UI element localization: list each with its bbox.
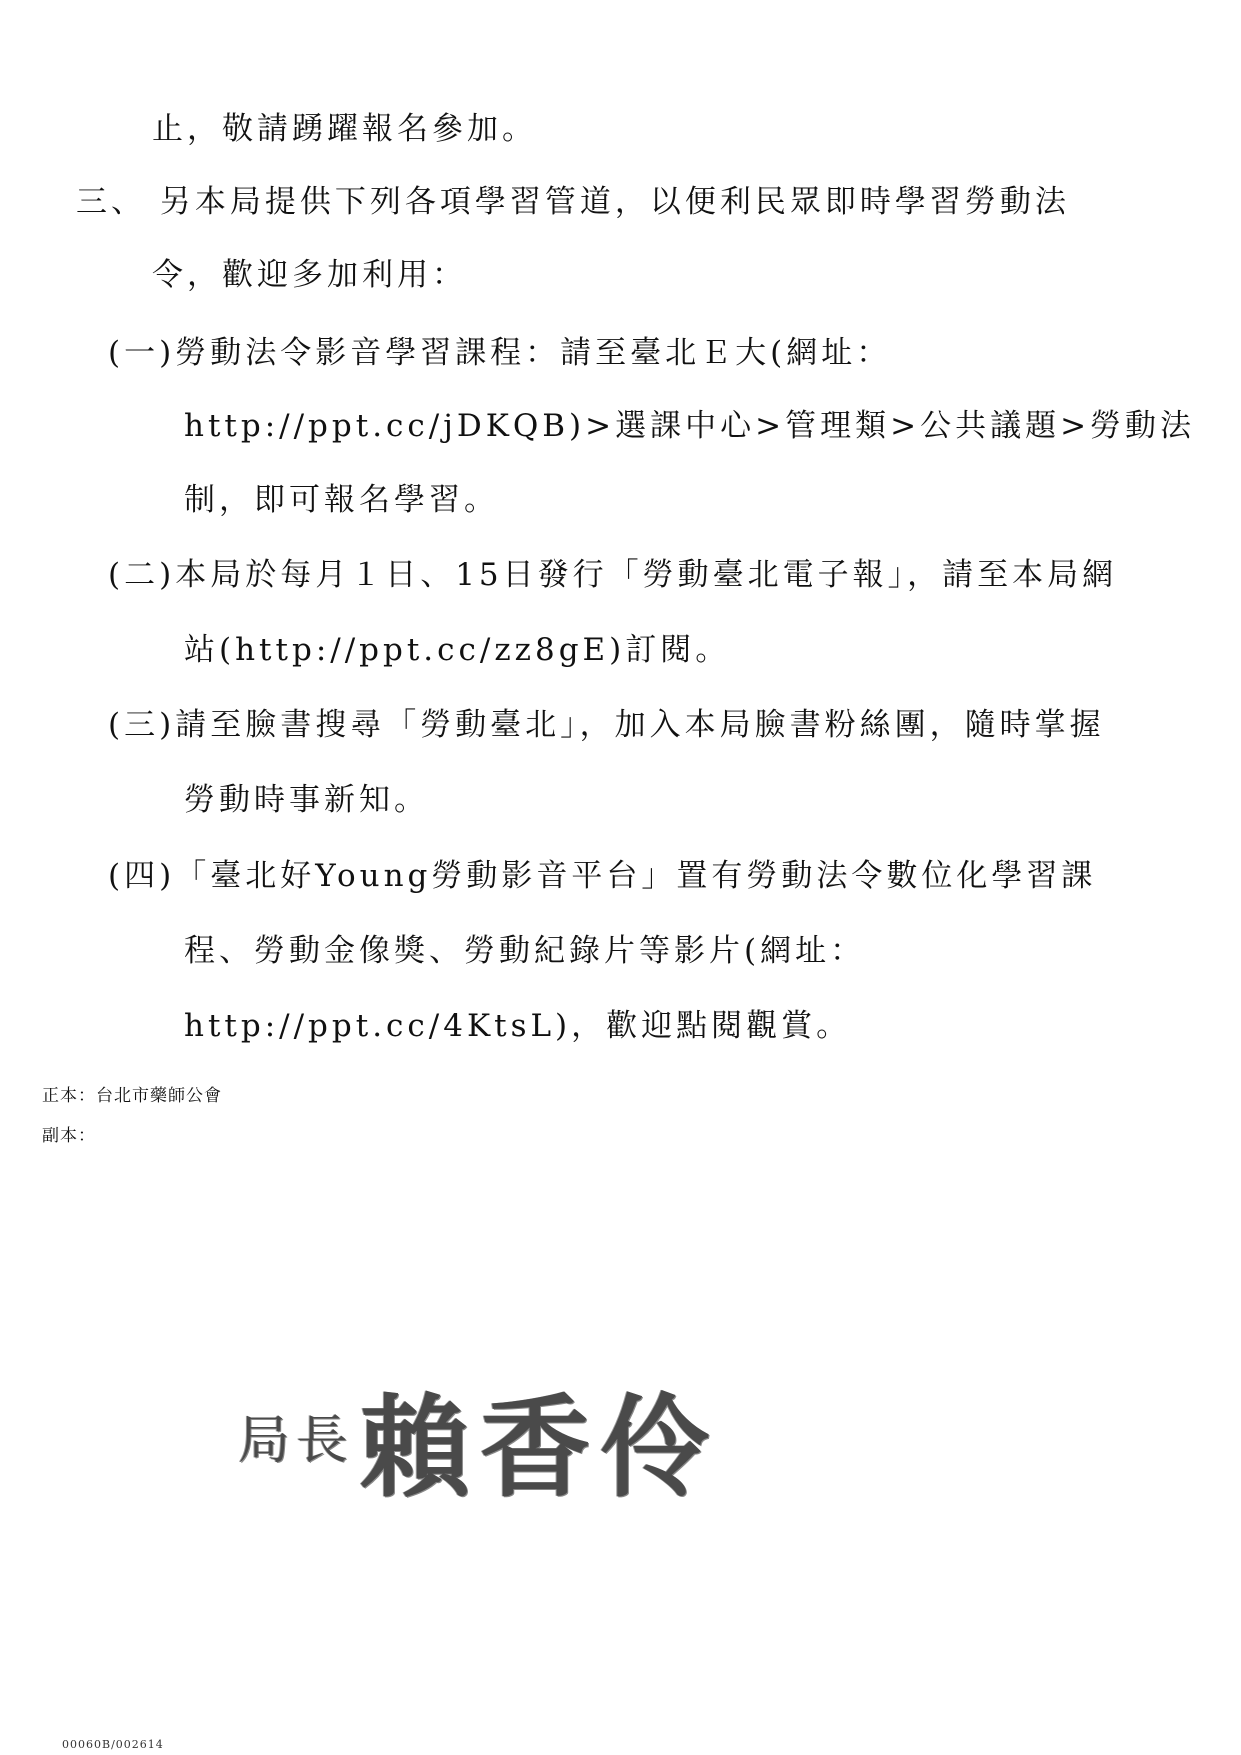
signature-title: 局長 [238, 1411, 355, 1471]
item-4-line-2: 程、勞動金像獎、勞動紀錄片等影片(網址： [184, 933, 866, 969]
footer-code: 00060B/002614 [62, 1738, 164, 1751]
item-2-heading: (二)本局於每月１日、15日發行「勞動臺北電子報」，請至本局網 [108, 557, 1118, 593]
item-3-heading: (三)請至臉書搜尋「勞動臺北」，加入本局臉書粉絲團，隨時掌握 [108, 707, 1105, 743]
main-recipient: 正本：台北市藥師公會 [42, 1086, 222, 1106]
item-1-url-line: http://ppt.cc/jDKQB)>選課中心>管理類>公共議題>勞動法 [184, 408, 1196, 444]
section-3-heading: 三、 另本局提供下列各項學習管道，以便利民眾即時學習勞動法 [76, 184, 1070, 220]
item-2-url-line: 站(http://ppt.cc/zz8gE)訂閱。 [184, 632, 731, 668]
copy-recipient: 副本： [42, 1126, 96, 1146]
text-line-1: 止，敬請踴躍報名參加。 [152, 111, 537, 147]
item-3-end: 勞動時事新知。 [184, 782, 429, 818]
item-4-url-line: http://ppt.cc/4KtsL)，歡迎點閱觀賞。 [184, 1008, 852, 1044]
item-4-heading: (四)「臺北好Young勞動影音平台」置有勞動法令數位化學習課 [108, 858, 1097, 894]
text-line-3: 令，歡迎多加利用： [152, 257, 467, 293]
item-1-heading: (一)勞動法令影音學習課程：請至臺北Ｅ大(網址： [108, 335, 892, 371]
item-1-end: 制，即可報名學習。 [184, 482, 499, 518]
signature-name: 賴香伶 [360, 1383, 720, 1512]
